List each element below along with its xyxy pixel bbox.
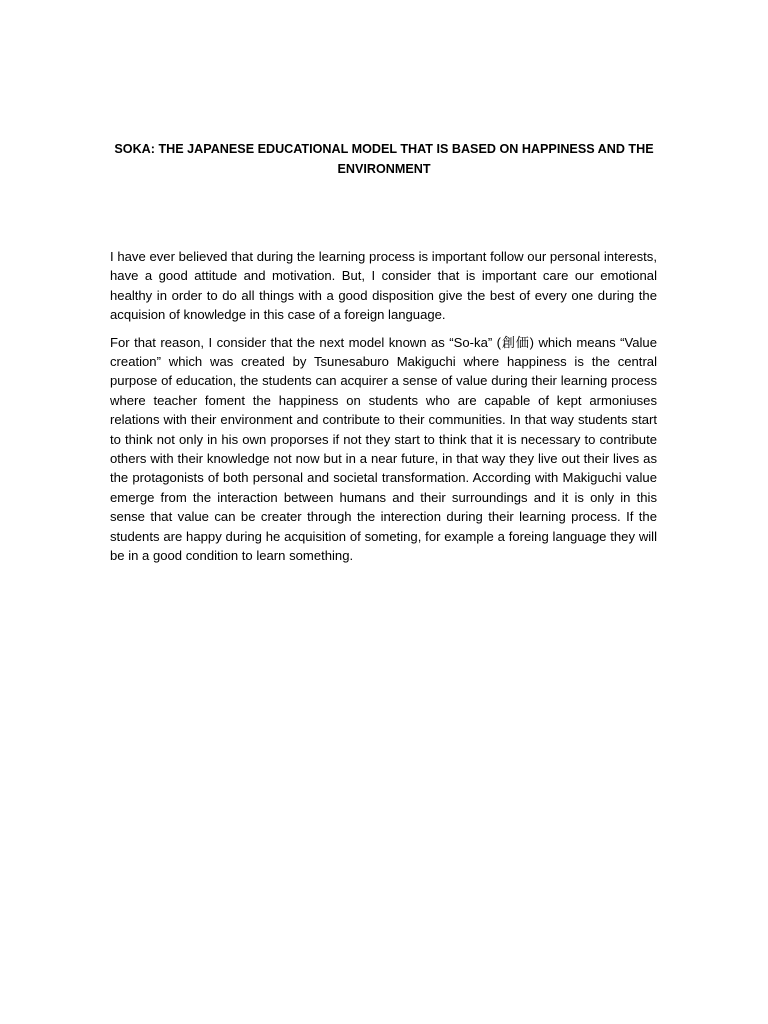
paragraph-intro: I have ever believed that during the learning process is important follow our personal interests, have a good attitude and motivation. But, I consider that is important care our emotional healthy in order to do all things with a good disposition give the best of every one during the acquision of knowledge in this case of a foreign language. — [110, 249, 657, 323]
document-title: SOKA: THE JAPANESE EDUCATIONAL MODEL THAT IS BASED ON HAPPINESS AND THE ENVIRONMENT — [114, 142, 654, 176]
paragraph-soka-model: For that reason, I consider that the next model known as “So-ka” (創価) which means “Value creation” which was created by Tsunesaburo Makiguchi where happiness is the central purpose of education, the students can acquirer a sense of value during their learning process where teacher foment the happiness on students who are capable of kept armoniuses relations with their environment and contribute to their communities. In that way students start to think not only in his own proporses if not they start to think that it is necessary to contribute others with their knowledge not now but in a near future, in that way they live out their lives as the protagonists of both personal and societal transformation. According with Makiguchi value emerge from the interaction between humans and their surroundings and it is only in this sense that value can be creater through the interection during their learning process. If the students are happy during he acquisition of someting, for example a foreing language they will be in a good condition to learn something. — [110, 334, 657, 564]
document-body — [110, 247, 657, 574]
